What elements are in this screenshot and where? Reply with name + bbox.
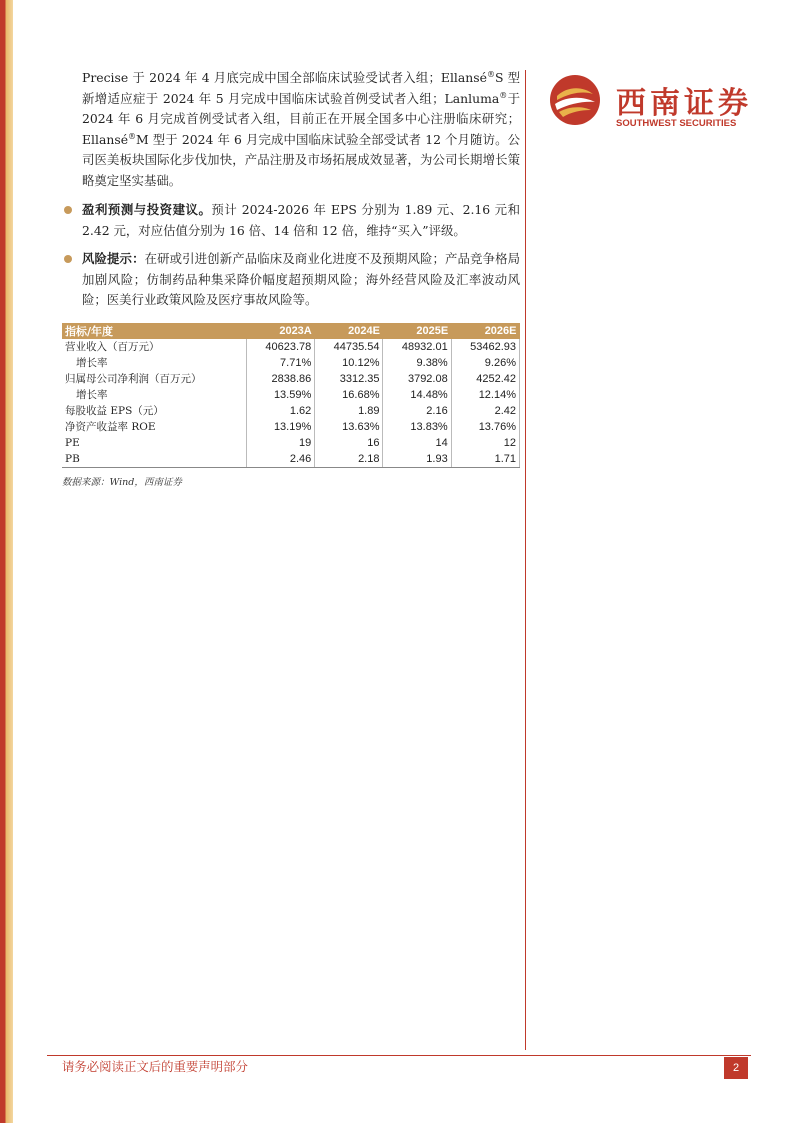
para1-text-3: 于 2024 年 6 月完成首例受试者入组，目前正在开展全国多中心注册临床研究；Ellansé xyxy=(82,90,520,147)
table-cell: 2.16 xyxy=(383,403,451,419)
bullet-dot-icon xyxy=(64,255,72,263)
table-cell: 13.59% xyxy=(247,387,315,403)
table-cell: 16 xyxy=(315,435,383,451)
table-row xyxy=(62,435,520,451)
table-cell: 9.26% xyxy=(451,355,519,371)
table-cell: 13.76% xyxy=(451,419,519,435)
table-cell: 12.14% xyxy=(451,387,519,403)
para1-text-1: Precise 于 2024 年 4 月底完成中国全部临床试验受试者入组；Ellansé xyxy=(82,70,487,85)
row-label: 归属母公司净利润（百万元） xyxy=(62,371,247,387)
table-row xyxy=(62,355,520,371)
table-cell: 19 xyxy=(247,435,315,451)
financial-forecast-table xyxy=(62,323,520,468)
table-header: 2025E xyxy=(383,323,451,339)
row-label: 每股收益 EPS（元） xyxy=(62,403,247,419)
footer-disclaimer: 请务必阅读正文后的重要声明部分 xyxy=(62,1059,248,1074)
table-cell: 48932.01 xyxy=(383,339,451,355)
table-cell: 13.63% xyxy=(315,419,383,435)
table-cell: 2.46 xyxy=(247,451,315,468)
row-label: PE xyxy=(62,435,247,451)
table-row xyxy=(62,451,520,468)
table-cell: 14.48% xyxy=(383,387,451,403)
table-row xyxy=(62,387,520,403)
forecast-text: 预计 2024-2026 年 EPS 分别为 1.89 元、2.16 元和 2.42 元，对应估值分别为 16 倍、14 倍和 12 倍，维持“买入”评级。 xyxy=(82,202,521,238)
table-cell: 2.18 xyxy=(315,451,383,468)
forecast-title: 盈利预测与投资建议。 xyxy=(82,202,212,217)
brand-name-cn: 西南证券 xyxy=(616,86,752,121)
table-cell: 1.93 xyxy=(383,451,451,468)
table-cell: 13.19% xyxy=(247,419,315,435)
row-label: 增长率 xyxy=(62,387,247,403)
table-cell: 1.71 xyxy=(451,451,519,468)
registered-mark: ® xyxy=(486,69,495,79)
table-cell: 16.68% xyxy=(315,387,383,403)
table-cell: 44735.54 xyxy=(315,339,383,355)
registered-mark: ® xyxy=(499,90,508,100)
table-row xyxy=(62,403,520,419)
brand-name-en: SOUTHWEST SECURITIES xyxy=(616,118,737,129)
table-header-row xyxy=(62,323,520,339)
table-cell: 3792.08 xyxy=(383,371,451,387)
logo-emblem-icon xyxy=(549,74,601,126)
bullet-dot-icon xyxy=(64,206,72,214)
progress-paragraph xyxy=(62,68,520,191)
company-logo xyxy=(546,72,752,134)
table-cell: 1.62 xyxy=(247,403,315,419)
risk-bullet xyxy=(62,249,520,311)
table-row xyxy=(62,339,520,355)
data-source-note: 数据来源：Wind，西南证券 xyxy=(62,476,182,488)
table-cell: 2.42 xyxy=(451,403,519,419)
row-label: PB xyxy=(62,451,247,468)
row-label: 增长率 xyxy=(62,355,247,371)
table-cell: 2838.86 xyxy=(247,371,315,387)
table-cell: 1.89 xyxy=(315,403,383,419)
table-cell: 7.71% xyxy=(247,355,315,371)
table-cell: 9.38% xyxy=(383,355,451,371)
table-header: 2026E xyxy=(451,323,519,339)
left-decorative-bar xyxy=(0,0,13,1123)
row-label: 净资产收益率 ROE xyxy=(62,419,247,435)
table-cell: 14 xyxy=(383,435,451,451)
risk-title: 风险提示： xyxy=(82,251,145,266)
footer-divider xyxy=(47,1055,751,1056)
table-cell: 13.83% xyxy=(383,419,451,435)
registered-mark: ® xyxy=(128,131,137,141)
forecast-bullet xyxy=(62,200,520,241)
table-cell: 4252.42 xyxy=(451,371,519,387)
table-row xyxy=(62,419,520,435)
table-cell: 12 xyxy=(451,435,519,451)
page-number: 2 xyxy=(724,1057,748,1079)
table-header: 2024E xyxy=(315,323,383,339)
table-cell: 53462.93 xyxy=(451,339,519,355)
para1-text-2: S 型新增适应症于 2024 年 5 月完成中国临床试验首例受试者入组；Lanluma xyxy=(82,70,520,106)
para1-text-4: M 型于 2024 年 6 月完成中国临床试验全部受试者 12 个月随访。公司医美板块国际化步伐加快，产品注册及市场拓展成效显著，为公司长期增长策略奠定坚实基础。 xyxy=(82,131,520,188)
table-cell: 40623.78 xyxy=(247,339,315,355)
table-header: 2023A xyxy=(247,323,315,339)
risk-text: 在研或引进创新产品临床及商业化进度不及预期风险；产品竞争格局加剧风险；仿制药品种集采降价幅度超预期风险；海外经营风险及汇率波动风险；医美行业政策风险及医疗事故风险等。 xyxy=(82,251,521,307)
main-content xyxy=(62,68,520,493)
row-label: 营业收入（百万元） xyxy=(62,339,247,355)
column-divider xyxy=(525,70,526,1050)
table-cell: 10.12% xyxy=(315,355,383,371)
table-header: 指标/年度 xyxy=(62,323,247,339)
table-row xyxy=(62,371,520,387)
table-cell: 3312.35 xyxy=(315,371,383,387)
